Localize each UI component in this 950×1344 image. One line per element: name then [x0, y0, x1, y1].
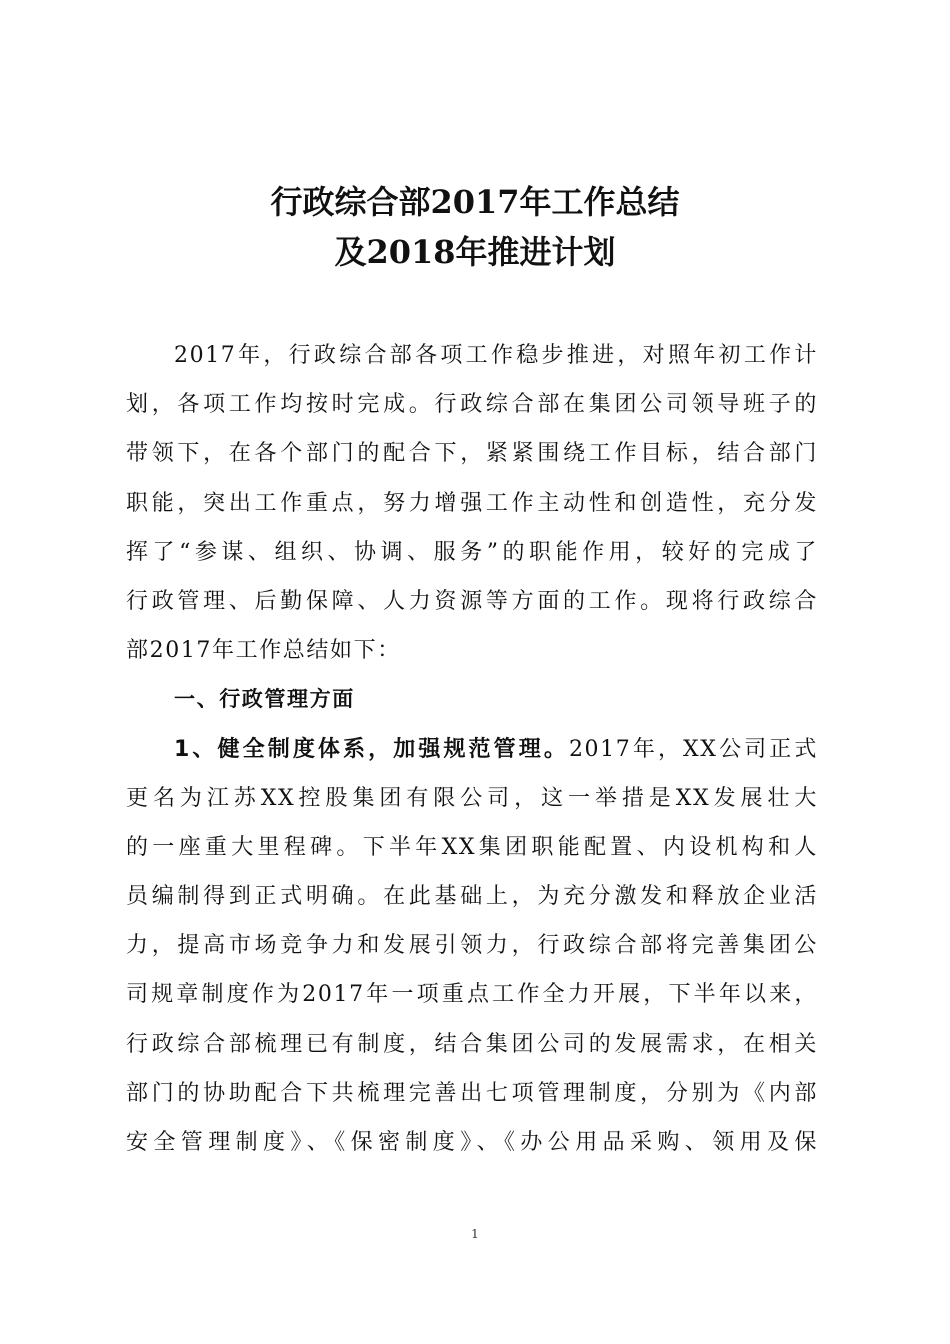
- intro-line: 划，各项工作均按时完成。行政综合部在集团公司领导班子的: [126, 392, 818, 418]
- item1-line: 安全管理制度》、《保密制度》、《办公用品采购、领用及保: [126, 1130, 818, 1155]
- document-body: [126, 331, 818, 1167]
- item1-line: 司规章制度作为2017年一项重点工作全力开展，下半年以来，: [126, 982, 818, 1008]
- item1-line: 更名为江苏XX控股集团有限公司，这一举措是XX发展壮大: [126, 785, 818, 811]
- item1-line: 力，提高市场竞争力和发展引领力，行政综合部将完善集团公: [126, 933, 818, 959]
- intro-line: 带领下，在各个部门的配合下，紧紧围绕工作目标，结合部门: [126, 441, 818, 467]
- item1-line: 部门的协助配合下共梳理完善出七项管理制度，分别为《内部: [126, 1080, 818, 1106]
- page-number: 1: [471, 1227, 479, 1241]
- item1-first-rest: 2017年，XX公司正式: [568, 736, 818, 762]
- item1-line: 员编制得到正式明确。在此基础上，为充分激发和释放企业活: [126, 884, 818, 910]
- intro-line: 职能，突出工作重点，努力增强工作主动性和创造性，充分发: [126, 490, 818, 516]
- document-title: [0, 177, 950, 277]
- intro-line: 部2017年工作总结如下：: [126, 638, 401, 664]
- title-line-1: 行政综合部2017年工作总结: [270, 183, 680, 221]
- intro-line: 2017年，行政综合部各项工作稳步推进，对照年初工作计: [174, 343, 818, 368]
- intro-line: 行政管理、后勤保障、人力资源等方面的工作。现将行政综合: [126, 588, 818, 614]
- title-line-2: 及2018年推进计划: [334, 233, 616, 271]
- item1-line: 行政综合部梳理已有制度，结合集团公司的发展需求，在相关: [126, 1031, 818, 1057]
- section-heading: 一、行政管理方面: [174, 687, 355, 712]
- item1-line: 的一座重大里程碑。下半年XX集团职能配置、内设机构和人: [126, 834, 818, 860]
- intro-line: 挥了“参谋、组织、协调、服务”的职能作用，较好的完成了: [126, 539, 818, 565]
- item1-first-line: [126, 725, 818, 774]
- item1-lead: 1、健全制度体系，加强规范管理。: [174, 736, 569, 762]
